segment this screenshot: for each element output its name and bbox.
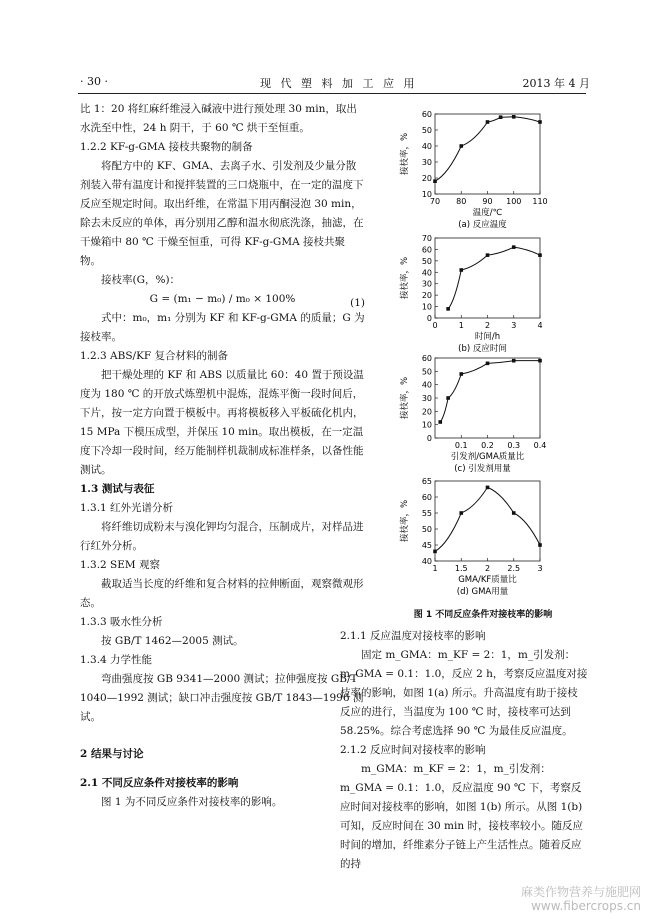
y-tick-label: 30 — [421, 279, 432, 289]
x-tick-label: 2 — [484, 321, 491, 330]
data-point — [486, 120, 490, 124]
data-point — [486, 486, 490, 490]
section-2-1-1: 2.1.1 反应温度对接枝率的影响 — [340, 630, 486, 642]
x-tick-label: 2.5 — [507, 564, 521, 573]
y-tick-label: 70 — [421, 234, 432, 243]
paragraph: 将配方中的 KF、GMA、去离子水、引发剂及少量分散剂装入带有温度计和搅拌装置的三口烧瓶中，在一定的温度下反应至规定时间。取出纤维，在常温下用丙酮浸泡 30 min，除去未反应的单体，再分别用乙醇和温水彻底洗涤，抽滤，在干燥箱中 80 ℃ 干燥至恒重，可得 KF-g-GMA 接枝共聚物。 — [80, 160, 364, 267]
section-2: 2 结果与讨论 — [80, 748, 144, 760]
y-tick-label: 50 — [421, 367, 432, 377]
x-tick-label: 110 — [532, 197, 548, 206]
x-tick-label: 0.4 — [533, 441, 547, 450]
paragraph: 比 1：20 将红麻纤维浸入碱液中进行预处理 30 min，取出水洗至中性，24 h 阴干，于 60 ℃ 烘干至恒重。 — [80, 103, 357, 134]
y-tick-label: 20 — [421, 291, 432, 301]
data-point — [446, 396, 450, 400]
data-point — [459, 372, 463, 376]
paragraph: 按 GB/T 1462—2005 测试。 — [101, 635, 244, 647]
y-tick-label: 60 — [421, 110, 432, 119]
data-point — [486, 253, 490, 257]
x-tick-label: 0.2 — [481, 441, 494, 450]
x-tick-label: 0 — [432, 321, 438, 330]
data-point — [538, 120, 542, 124]
data-point — [512, 115, 516, 119]
x-tick-label: 90 — [482, 197, 493, 206]
subfigure-caption: (d) GMA用量 — [456, 587, 509, 595]
data-point — [433, 179, 437, 183]
y-tick-label: 20 — [421, 407, 432, 417]
x-tick-label: 1.5 — [454, 564, 468, 573]
section-2-1: 2.1 不同反应条件对接枝率的影响 — [80, 777, 239, 789]
y-tick-label: 60 — [421, 354, 432, 363]
paragraph: 截取适当长度的纤维和复合材料的拉伸断面，观察微观形态。 — [80, 578, 364, 609]
paragraph: 将纤维切成粉末与溴化钾均匀混合，压制成片，对样品进行红外分析。 — [80, 521, 364, 552]
x-tick-label: 100 — [506, 197, 522, 206]
y-tick-label: 45 — [421, 541, 432, 550]
y-tick-label: 0 — [426, 434, 432, 443]
x-tick-label: 70 — [429, 197, 441, 206]
x-tick-label: 2 — [484, 564, 491, 573]
data-point — [446, 307, 450, 311]
y-axis-label: 接枝率，% — [400, 132, 410, 176]
header-rule — [78, 93, 586, 94]
y-tick-label: 50 — [421, 126, 432, 135]
subfigure-caption: (c) 引发剂用量 — [454, 464, 511, 472]
chart-b — [395, 232, 560, 352]
data-point — [538, 543, 542, 547]
paragraph: 弯曲强度按 GB 9341—2000 测试；拉伸强度按 GB/T 1040—1992 测试；缺口冲击强度按 GB/T 1843—1996 测试。 — [80, 673, 364, 723]
subfigure-caption: (a) 反应温度 — [458, 220, 507, 228]
data-point — [512, 245, 516, 249]
y-tick-label: 40 — [421, 557, 432, 566]
section-1-2-3: 1.2.3 ABS/KF 复合材料的制备 — [80, 350, 229, 362]
series-line — [440, 361, 540, 422]
data-point — [459, 511, 463, 515]
y-tick-label: 20 — [421, 174, 432, 183]
subfigure-caption: (b) 反应时间 — [458, 344, 507, 352]
y-tick-label: 10 — [421, 190, 432, 199]
issue-date: 2013 年 4 月 — [522, 77, 590, 90]
x-tick-label: 0.1 — [454, 441, 468, 450]
journal-name: 现 代 塑 料 加 工 应 用 — [260, 77, 418, 90]
x-tick-label: 1 — [432, 564, 438, 573]
x-tick-label: 80 — [456, 197, 467, 206]
data-point — [512, 359, 516, 363]
paragraph: 接枝率(G，%)： — [101, 274, 181, 286]
y-tick-label: 65 — [421, 477, 432, 486]
x-tick-label: 3 — [537, 564, 543, 573]
running-header — [80, 75, 590, 91]
paragraph: m_GMA：m_KF = 2：1，m_引发剂：m_GMA = 0.1：1.0，反应温度 90 ℃ 下，考察反应时间对接枝率的影响，如图 1(b) 所示。从图 1(b) 可知，反应时间在 30 min 时，接枝率较小。随反应时间的增加，纤维素分子链上产生活性点。随着反应的持 — [340, 763, 583, 870]
y-axis-label: 接枝率，% — [400, 376, 410, 420]
equation-1: G = (m₁ − m₀) / m₀ × 100% (1) — [80, 290, 365, 309]
y-tick-label: 60 — [421, 493, 432, 502]
y-tick-label: 30 — [421, 394, 432, 403]
y-tick-label: 10 — [421, 302, 432, 312]
y-tick-label: 40 — [421, 268, 432, 278]
section-1-3: 1.3 测试与表征 — [80, 483, 155, 495]
plot-frame — [435, 238, 540, 318]
data-point — [486, 362, 490, 366]
y-tick-label: 50 — [421, 525, 432, 534]
x-axis-label: 温度/℃ — [472, 208, 503, 218]
chart-d — [395, 475, 560, 595]
x-axis-label: GMA/KF质量比 — [458, 575, 517, 585]
section-2-1-2: 2.1.2 反应时间对接枝率的影响 — [340, 744, 486, 756]
y-tick-label: 40 — [421, 142, 432, 151]
right-column — [340, 627, 588, 874]
x-axis-label: 引发剂/GMA质量比 — [450, 452, 525, 462]
left-column — [80, 100, 365, 812]
x-tick-label: 1 — [458, 321, 464, 330]
section-1-3-2: 1.3.2 SEM 观察 — [80, 559, 161, 571]
y-tick-label: 50 — [421, 256, 432, 266]
data-point — [512, 511, 516, 515]
y-axis-label: 接枝率，% — [400, 256, 410, 300]
x-tick-label: 3 — [511, 321, 517, 330]
watermark: 麻类作物营养与施肥网 www.fibercrops.cn — [520, 885, 641, 913]
section-1-2-2: 1.2.2 KF-g-GMA 接枝共聚物的制备 — [80, 141, 253, 153]
paragraph: 把干燥处理的 KF 和 ABS 以质量比 60：40 置于预设温度为 180 ℃ 的开放式炼塑机中混炼，混炼平衡一段时间后，下片，按一定方向置于模板中。再将模板移入平板硫化机内，15 MPa 下模压成型，并保压 10 min。取出模板，在一定温度下冷却一段时间，经万能制样机裁制成标准样条，以备性能测试。 — [80, 369, 364, 476]
x-tick-label: 0.3 — [507, 441, 521, 450]
figure-caption: 图 1 不同反应条件对接枝率的影响 — [413, 610, 553, 620]
x-tick-label: 4 — [537, 321, 543, 330]
series-line — [435, 117, 540, 181]
data-point — [433, 550, 437, 554]
section-1-3-3: 1.3.3 吸水性分析 — [80, 616, 163, 628]
data-point — [459, 144, 463, 148]
y-tick-label: 60 — [421, 245, 432, 255]
paragraph: 式中：m₀，m₁ 分别为 KF 和 KF-g-GMA 的质量；G 为接枝率。 — [80, 312, 365, 343]
paragraph: 图 1 为不同反应条件对接枝率的影响。 — [101, 796, 283, 808]
y-tick-label: 30 — [421, 158, 432, 167]
y-tick-label: 0 — [426, 314, 432, 323]
y-axis-label: 接枝率，% — [400, 499, 410, 543]
data-point — [538, 359, 542, 363]
paragraph: 固定 m_GMA：m_KF = 2：1，m_引发剂：m_GMA = 0.1：1.0，反应 2 h，考察反应温度对接枝率的影响，如图 1(a) 所示。升高温度有助于接枝反应的进行，当温度为 100 ℃ 时，接枝率可达到 58.25%。综合考虑选择 90 ℃ 为最佳反应温度。 — [340, 649, 588, 737]
y-tick-label: 40 — [421, 380, 432, 390]
plot-frame — [435, 358, 540, 438]
data-point — [499, 115, 503, 119]
x-axis-label: 时间/h — [474, 332, 501, 342]
data-point — [538, 253, 542, 257]
series-line — [448, 247, 540, 309]
data-point — [438, 420, 442, 424]
series-line — [435, 487, 540, 551]
equation-number: (1) — [350, 297, 365, 309]
section-1-3-1: 1.3.1 红外光谱分析 — [80, 502, 174, 514]
y-tick-label: 55 — [421, 509, 432, 518]
chart-a — [395, 108, 560, 228]
plot-frame — [435, 114, 540, 194]
data-point — [459, 268, 463, 272]
page-number: · 30 · — [80, 75, 108, 88]
section-1-3-4: 1.3.4 力学性能 — [80, 654, 153, 666]
y-tick-label: 10 — [421, 420, 432, 430]
chart-c — [395, 352, 560, 472]
